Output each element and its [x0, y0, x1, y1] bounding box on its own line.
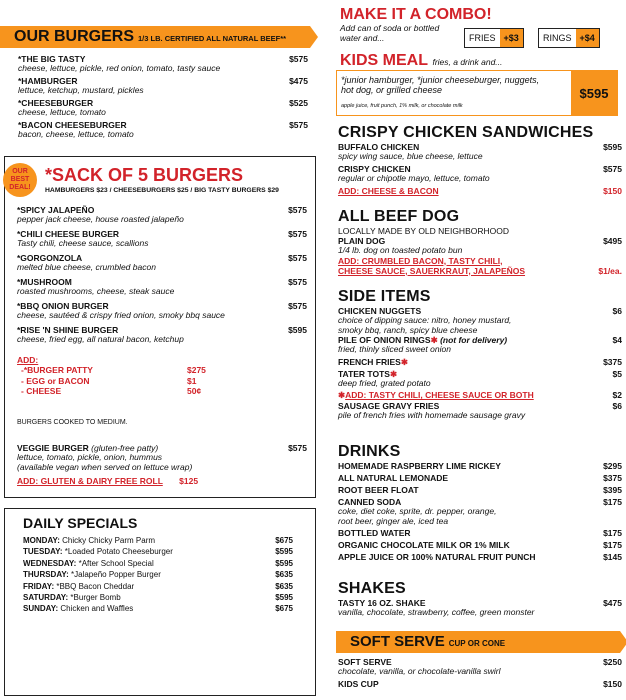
- item-price: $575: [288, 253, 307, 263]
- item-price: $575: [288, 205, 307, 215]
- daily-price: $595: [275, 593, 293, 603]
- item-price: $175: [603, 540, 622, 550]
- chicken-add-label: ADD: CHEESE & BACON: [338, 186, 439, 196]
- item-price: $475: [289, 76, 308, 86]
- item-desc: cheese, lettuce, tomato: [18, 107, 106, 117]
- menu-item: [338, 657, 622, 677]
- item-desc: vanilla, chocolate, strawberry, coffee, green monster: [338, 607, 535, 617]
- item-price: $6: [612, 401, 622, 411]
- item-name: *RISE 'N SHINE BURGER: [17, 325, 119, 335]
- kids-desc: *junior hamburger, *junior cheeseburger, nuggets, hot dog, or grilled cheese: [341, 75, 540, 95]
- daily-title: DAILY SPECIALS: [23, 515, 138, 531]
- burgers-subtitle: 1/3 LB. CERTIFIED ALL NATURAL BEEF**: [138, 34, 287, 43]
- specialty-list: [17, 205, 307, 349]
- chicken-add: [338, 186, 622, 196]
- item-name: CRISPY CHICKEN: [338, 164, 411, 174]
- menu-item: [18, 54, 308, 76]
- item-desc: spicy wing sauce, blue cheese, lettuce: [338, 151, 483, 161]
- combo-fries-price: +$3: [500, 29, 523, 47]
- menu-item: [338, 473, 622, 483]
- drinks-section: [338, 443, 622, 562]
- item-name: FRENCH FRIES: [338, 356, 401, 367]
- sack-title: *SACK OF 5 BURGERS: [45, 165, 244, 185]
- item-name: TATER TOTS: [338, 368, 390, 379]
- daily-item: Chicken and Waffles: [60, 604, 134, 614]
- dog-title: ALL BEEF DOG: [338, 208, 460, 225]
- daily-row: [23, 569, 303, 580]
- combo-rings-label: RINGS: [543, 33, 572, 43]
- menu-item: [17, 205, 307, 229]
- chicken-title: CRISPY CHICKEN SANDWICHES: [338, 124, 594, 141]
- menu-item: [18, 76, 308, 98]
- menu-item: [338, 598, 622, 618]
- daily-row: [23, 603, 303, 614]
- soft-serve-banner: [336, 631, 620, 653]
- daily-item: *After School Special: [78, 558, 154, 568]
- addons: [17, 355, 217, 397]
- item-price: $175: [603, 497, 622, 507]
- menu-item: [338, 142, 622, 164]
- item-price: $375: [603, 356, 622, 367]
- item-desc: cheese, fried egg, all natural bacon, ketchup: [17, 334, 184, 344]
- item-desc: regular or chipotle mayo, lettuce, tomato: [338, 173, 490, 183]
- sack-prices: HAMBURGERS $23 / CHEESEBURGERS $25 / BIG TASTY BURGERS $29: [45, 187, 279, 194]
- menu-item: [338, 236, 622, 256]
- kids-title: KIDS MEAL: [340, 52, 428, 69]
- burgers-banner: [0, 26, 310, 48]
- addon-row: [17, 376, 217, 387]
- dog-sub: LOCALLY MADE BY OLD NEIGHBORHOOD: [338, 226, 509, 236]
- item-desc: fried, thinly sliced sweet onion: [338, 344, 451, 354]
- item-price: $575: [289, 120, 308, 130]
- daily-box: [4, 508, 316, 696]
- item-name: *MUSHROOM: [17, 277, 72, 287]
- veggie-item: [17, 443, 307, 486]
- dog-add: [338, 256, 622, 276]
- burger-list: [18, 54, 308, 142]
- item-desc: Tasty chili, cheese sauce, scallions: [17, 238, 149, 248]
- chicken-add-price: $150: [603, 186, 622, 196]
- soft-list: [338, 657, 622, 689]
- item-desc: lettuce, ketchup, mustard, pickles: [18, 85, 144, 95]
- item-price: $495: [603, 236, 622, 246]
- item-name: CHICKEN NUGGETS: [338, 306, 422, 316]
- menu-item: [338, 357, 622, 367]
- combo-rings: [538, 28, 600, 48]
- daily-day: SUNDAY:: [23, 604, 59, 614]
- menu-item: [17, 229, 307, 253]
- combo-fries-label: FRIES: [469, 33, 496, 43]
- item-name: BOTTLED WATER: [338, 528, 411, 538]
- addon-name: -*BURGER PATTY: [21, 365, 93, 375]
- item-price: $475: [603, 598, 622, 608]
- item-desc-2: smoky bbq, ranch, spicy blue cheese: [338, 324, 478, 335]
- burgers-title: OUR BURGERS: [14, 28, 135, 45]
- veggie-desc-2: (available vegan when served on lettuce wrap): [17, 461, 193, 472]
- daily-price: $675: [275, 536, 293, 545]
- addon-row: [17, 386, 217, 397]
- menu-item: [17, 277, 307, 301]
- item-desc: 1/4 lb. dog on toasted potato bun: [338, 245, 463, 255]
- addon-name: - CHEESE: [21, 386, 62, 396]
- menu-item: [338, 369, 622, 389]
- shakes-section: [338, 580, 622, 618]
- kids-sub: fries, a drink and...: [432, 57, 503, 67]
- item-name: *THE BIG TASTY: [18, 54, 86, 64]
- item-price: $575: [289, 54, 308, 64]
- item-price: $4: [612, 335, 622, 345]
- chicken-section: [338, 124, 622, 196]
- item-name: CANNED SODA: [338, 497, 402, 507]
- daily-list: [23, 535, 303, 615]
- item-name: *CHILI CHEESE BURGER: [17, 229, 120, 239]
- daily-item: Chicky Chicky Parm Parm: [62, 536, 156, 545]
- star-icon: ✱: [430, 335, 438, 345]
- item-price: $145: [603, 552, 622, 562]
- sides-section: [338, 288, 622, 421]
- menu-item: [338, 401, 622, 421]
- item-name: ALL NATURAL LEMONADE: [338, 473, 449, 483]
- menu-item: [338, 540, 622, 550]
- menu-item: [338, 552, 622, 562]
- sides-add-price: $2: [612, 390, 622, 400]
- daily-price: $635: [275, 581, 293, 591]
- daily-row: [23, 546, 303, 557]
- item-price: $250: [603, 657, 622, 667]
- cooked-note: BURGERS COOKED TO MEDIUM.: [17, 419, 128, 426]
- sides-add: [338, 390, 622, 401]
- sack-box: [4, 156, 316, 498]
- veggie-desc: lettuce, tomato, pickle, onion, hummus: [17, 452, 163, 462]
- add-label: ADD:: [17, 355, 39, 365]
- kids-price: $595: [571, 71, 617, 115]
- daily-price: $595: [275, 547, 293, 557]
- menu-item: [338, 528, 622, 538]
- item-price: $575: [288, 229, 307, 239]
- daily-price: $595: [275, 558, 293, 568]
- item-price: $175: [603, 528, 622, 538]
- item-desc: pile of french fries with homemade sausage gravy: [338, 410, 526, 420]
- daily-item: *Loaded Potato Cheeseburger: [64, 547, 173, 557]
- item-price: $5: [612, 368, 622, 379]
- addon-row: [17, 365, 217, 376]
- star-icon: ✱: [389, 368, 398, 379]
- veggie-name: VEGGIE BURGER: [17, 443, 89, 453]
- menu-item: [18, 98, 308, 120]
- item-desc: roasted mushrooms, cheese, steak sauce: [17, 286, 175, 296]
- item-desc: chocolate, vanilla, or chocolate-vanilla swirl: [338, 666, 501, 676]
- gf-price: $125: [179, 476, 199, 486]
- item-desc: deep fried, grated potato: [338, 377, 431, 388]
- combo-title: MAKE IT A COMBO!: [340, 6, 492, 23]
- item-price: $295: [603, 461, 622, 471]
- star-icon: ✱: [400, 356, 408, 367]
- item-name: *BACON CHEESEBURGER: [18, 120, 127, 130]
- rings-note: (not for delivery): [440, 335, 508, 345]
- kids-small: apple juice, fruit punch, 1% milk, or chocolate milk: [341, 103, 463, 109]
- dog-add-1: ADD: CRUMBLED BACON, TASTY CHILI,: [338, 255, 503, 266]
- daily-day: SATURDAY:: [23, 593, 69, 603]
- star-icon: ✱: [338, 390, 346, 400]
- daily-day: TUESDAY:: [23, 547, 63, 557]
- combo-rings-price: +$4: [576, 29, 599, 47]
- daily-price: $675: [275, 604, 293, 614]
- item-price: $595: [603, 142, 622, 152]
- item-name: SAUSAGE GRAVY FRIES: [338, 401, 440, 411]
- daily-row: [23, 535, 303, 546]
- daily-row: [23, 581, 303, 592]
- sides-add-label: ADD: TASTY CHILI, CHEESE SAUCE OR BOTH: [345, 390, 534, 400]
- soft-title: SOFT SERVE: [350, 633, 445, 650]
- combo-fries: [464, 28, 524, 48]
- item-name: PILE OF ONION RINGS: [338, 335, 431, 345]
- veggie-paren: (gluten-free patty): [91, 443, 159, 453]
- item-desc: choice of dipping sauce: nitro, honey mustard,: [338, 315, 512, 325]
- item-desc: bacon, cheese, lettuce, tomato: [18, 129, 134, 139]
- addon-price: 50¢: [187, 386, 202, 396]
- combo-desc: Add can of soda or bottled water and...: [340, 23, 440, 43]
- item-name: ORGANIC CHOCOLATE MILK OR 1% MILK: [338, 540, 510, 550]
- daily-price: $635: [275, 570, 293, 580]
- daily-day: WEDNESDAY:: [23, 558, 77, 568]
- item-price: $595: [288, 325, 307, 335]
- item-desc: coke, diet coke, sprite, dr. pepper, orange,: [338, 506, 497, 516]
- daily-day: FRIDAY:: [23, 581, 55, 591]
- dog-section: [338, 208, 622, 276]
- menu-item: [18, 120, 308, 142]
- daily-row: [23, 592, 303, 603]
- drinks-title: DRINKS: [338, 443, 401, 460]
- daily-item: *BBQ Bacon Cheddar: [56, 581, 135, 591]
- menu-item: [17, 325, 307, 349]
- gf-row: [17, 476, 307, 486]
- best-deal-badge: OUR BEST DEAL!: [3, 163, 37, 197]
- kids-heading: [340, 52, 502, 70]
- item-desc: cheese, sautéed & crispy fried onion, smoky bbq sauce: [17, 310, 225, 320]
- daily-day: THURSDAY:: [23, 570, 69, 580]
- menu-item: [17, 301, 307, 325]
- item-price: $525: [289, 98, 308, 108]
- item-price: $150: [603, 678, 622, 689]
- menu-item: [338, 335, 622, 355]
- item-name: *BBQ ONION BURGER: [17, 301, 109, 311]
- item-name: BUFFALO CHICKEN: [338, 142, 420, 152]
- menu-item: [338, 679, 622, 689]
- kids-box: [336, 70, 618, 116]
- item-name: HOMEMADE RASPBERRY LIME RICKEY: [338, 461, 501, 471]
- item-name: *GORGONZOLA: [17, 253, 83, 263]
- item-name: APPLE JUICE OR 100% NATURAL FRUIT PUNCH: [338, 552, 536, 562]
- item-price: $575: [603, 164, 622, 174]
- daily-item: *Burger Bomb: [70, 593, 121, 603]
- item-name: PLAIN DOG: [338, 236, 386, 246]
- dog-add-price: $1/ea.: [598, 265, 622, 276]
- item-price: $375: [603, 473, 622, 483]
- item-price: $575: [288, 301, 307, 311]
- sides-title: SIDE ITEMS: [338, 288, 431, 305]
- soft-sub: CUP OR CONE: [448, 639, 506, 648]
- item-price: $6: [612, 306, 622, 316]
- shakes-title: SHAKES: [338, 580, 406, 597]
- item-name: *SPICY JALAPEÑO: [17, 205, 95, 215]
- item-name: SOFT SERVE: [338, 657, 392, 667]
- menu-item: [338, 306, 622, 335]
- addon-name: - EGG or BACON: [21, 375, 90, 386]
- item-desc-2: root beer, ginger ale, iced tea: [338, 515, 449, 526]
- addon-price: $1: [187, 375, 197, 386]
- menu-item: [338, 497, 622, 526]
- menu-item: [17, 253, 307, 277]
- dog-add-2: CHEESE SAUCE, SAUERKRAUT, JALAPEÑOS: [338, 265, 526, 276]
- item-name: TASTY 16 OZ. SHAKE: [338, 598, 426, 608]
- daily-day: MONDAY:: [23, 536, 60, 545]
- item-desc: pepper jack cheese, house roasted jalapeño: [17, 214, 184, 224]
- item-name: *HAMBURGER: [18, 76, 78, 86]
- item-desc: cheese, lettuce, pickle, red onion, tomato, tasty sauce: [18, 63, 221, 73]
- menu-item: [338, 461, 622, 471]
- item-name: *CHEESEBURGER: [18, 98, 94, 108]
- addon-price: $275: [187, 365, 206, 375]
- item-name: KIDS CUP: [338, 678, 379, 689]
- veggie-price: $575: [288, 443, 307, 453]
- gf-label: ADD: GLUTEN & DAIRY FREE ROLL: [17, 476, 163, 486]
- item-name: ROOT BEER FLOAT: [338, 485, 419, 495]
- item-desc: melted blue cheese, crumbled bacon: [17, 262, 156, 272]
- item-price: $575: [288, 277, 307, 287]
- daily-row: [23, 558, 303, 569]
- item-price: $395: [603, 485, 622, 495]
- menu-item: [338, 485, 622, 495]
- menu-item: [338, 164, 622, 186]
- daily-item: *Jalapeño Popper Burger: [71, 570, 161, 580]
